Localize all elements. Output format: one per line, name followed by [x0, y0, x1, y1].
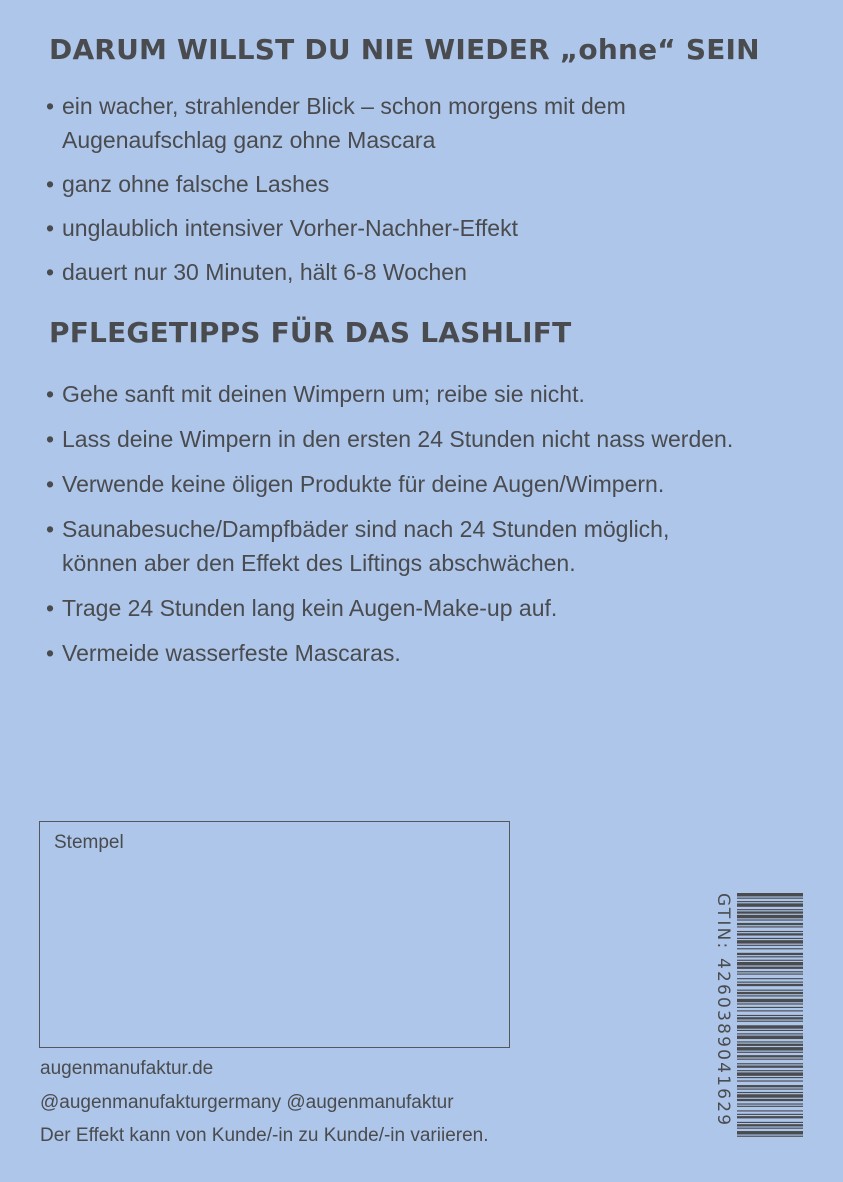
- barcode-bar: [737, 1066, 803, 1068]
- barcode-bar: [737, 978, 803, 979]
- barcode-bar: [737, 1059, 803, 1060]
- barcode-bar: [737, 971, 803, 972]
- barcode-bar: [737, 923, 803, 925]
- care-tip-item: • Trage 24 Stunden lang kein Augen-Make-up auf.: [46, 591, 806, 625]
- barcode-bar: [737, 999, 803, 1002]
- barcode-bar: [737, 1041, 803, 1042]
- care-tip-item: • Vermeide wasserfeste Mascaras.: [46, 636, 806, 670]
- barcode-bar: [737, 948, 803, 949]
- barcode-bar: [737, 926, 803, 927]
- care-tip-item: • Lass deine Wimpern in den ersten 24 Stunden nicht nass werden.: [46, 422, 806, 456]
- care-tip-item: • Saunabesuche/Dampfbäder sind nach 24 Stunden möglich, können aber den Effekt des Liftings abschwächen.: [46, 512, 806, 580]
- social-handles: @augenmanufakturgermany @augenmanufaktur: [40, 1092, 454, 1113]
- barcode-bar: [737, 1116, 803, 1118]
- barcode-bar: [737, 1044, 803, 1046]
- barcode-bar: [737, 1010, 803, 1011]
- barcode-bar: [737, 1007, 803, 1008]
- barcode-bar: [737, 903, 803, 906]
- barcode-bar: [737, 984, 803, 986]
- barcode-bar: [737, 915, 803, 918]
- barcode-bar: [737, 1106, 803, 1107]
- barcode-bar: [737, 1047, 803, 1050]
- barcode-bar: [737, 1030, 803, 1031]
- barcode-bar: [737, 911, 803, 913]
- barcode-bar: [737, 1015, 803, 1016]
- disclaimer-text: Der Effekt kann von Kunde/-in zu Kunde/-in variieren.: [40, 1125, 489, 1146]
- barcode-bar: [737, 1080, 803, 1081]
- barcode-bar: [737, 1128, 803, 1129]
- barcode-bar: [737, 898, 803, 899]
- benefit-item: • ein wacher, strahlender Blick – schon morgens mit dem Augenaufschlag ganz ohne Mascara: [46, 89, 806, 157]
- barcode-bar: [737, 1131, 803, 1134]
- barcode-bar: [737, 1124, 803, 1126]
- barcode-bar: [737, 990, 803, 991]
- barcode-bar: [737, 974, 803, 975]
- barcode-bar: [737, 995, 803, 996]
- barcode-bar: [737, 1094, 803, 1097]
- care-tips-list: [46, 377, 806, 681]
- gtin-label: [713, 893, 733, 1139]
- barcode-bar: [737, 1063, 803, 1064]
- care-tip-item: • Gehe sanft mit deinen Wimpern um; reibe sie nicht.: [46, 377, 806, 411]
- barcode-bar: [737, 909, 803, 910]
- barcode-bar: [737, 1072, 803, 1075]
- benefits-list: [46, 89, 806, 299]
- section-title-care-tips: PFLEGETIPPS FÜR DAS LASHLIFT: [49, 316, 572, 349]
- barcode-graphic: [737, 893, 803, 1139]
- barcode-bar: [737, 962, 803, 965]
- barcode-bar: [737, 1017, 803, 1019]
- barcode-bar: [737, 1036, 803, 1039]
- barcode-bar: [737, 1110, 803, 1111]
- barcode-bar: [737, 1025, 803, 1028]
- barcode-bar: [737, 938, 803, 939]
- gtin-text: GTIN: 4260389041629: [713, 893, 733, 1128]
- barcode-bar: [737, 1099, 803, 1101]
- benefit-item: • unglaublich intensiver Vorher-Nachher-Effekt: [46, 211, 806, 245]
- barcode-bar: [737, 931, 803, 932]
- barcode-bar: [737, 1077, 803, 1078]
- barcode-bar: [737, 982, 803, 983]
- barcode-bar: [737, 1114, 803, 1115]
- stamp-box: [39, 821, 510, 1048]
- benefit-item: • ganz ohne falsche Lashes: [46, 167, 806, 201]
- barcode-bar: [737, 960, 803, 961]
- barcode-bar: [737, 1092, 803, 1093]
- barcode-bar: [737, 893, 803, 896]
- barcode-bar: [737, 1033, 803, 1034]
- stamp-label: Stempel: [54, 832, 124, 853]
- barcode-bar: [737, 919, 803, 920]
- barcode-bar: [737, 1052, 803, 1053]
- barcode-bar: [737, 992, 803, 994]
- barcode-bar: [737, 1070, 803, 1071]
- barcode-bar: [737, 956, 803, 957]
- barcode-bar: [737, 1089, 803, 1090]
- barcode-bar: [737, 1136, 803, 1137]
- barcode-bar: [737, 1055, 803, 1057]
- barcode-bar: [737, 901, 803, 902]
- section-title-benefits: DARUM WILLST DU NIE WIEDER „ohne“ SEIN: [49, 33, 760, 66]
- barcode-bar: [737, 953, 803, 955]
- barcode-bar: [737, 1021, 803, 1022]
- barcode-bar: [737, 1122, 803, 1123]
- benefit-item: • dauert nur 30 Minuten, hält 6-8 Wochen: [46, 255, 806, 289]
- barcode-bar: [737, 940, 803, 943]
- barcode-bar: [737, 1103, 803, 1104]
- barcode-bar: [737, 967, 803, 969]
- care-tip-item: • Verwende keine öligen Produkte für deine Augen/Wimpern.: [46, 467, 806, 501]
- barcode-bar: [737, 945, 803, 946]
- barcode-bar: [737, 1003, 803, 1004]
- barcode-bar: [737, 1085, 803, 1087]
- barcode-bar: [737, 933, 803, 935]
- website-text: augenmanufaktur.de: [40, 1058, 214, 1079]
